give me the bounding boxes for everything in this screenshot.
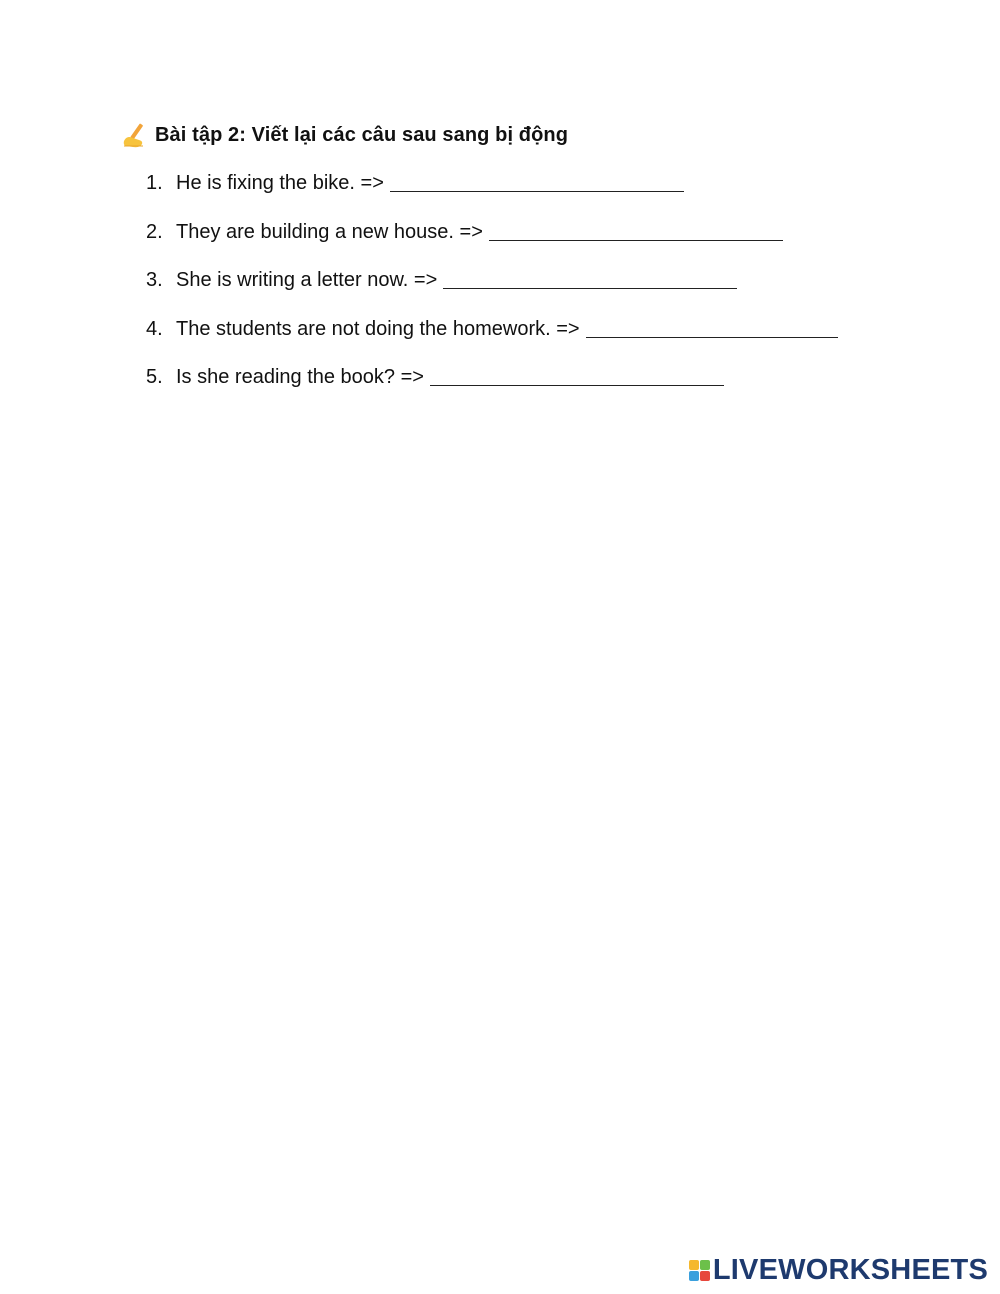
list-item xyxy=(146,361,838,410)
logo-text: LIVEWORKSHEETS xyxy=(712,1254,988,1286)
item-number: 4. xyxy=(146,317,163,340)
answer-blank[interactable] xyxy=(586,313,838,338)
item-number: 1. xyxy=(146,172,163,194)
list-item xyxy=(146,216,838,265)
item-number: 2. xyxy=(146,220,163,243)
list-item xyxy=(146,264,838,313)
item-number: 3. xyxy=(146,269,163,292)
answer-blank[interactable] xyxy=(489,216,783,241)
answer-blank[interactable] xyxy=(443,264,737,289)
liveworksheets-logo-icon xyxy=(689,1260,710,1281)
answer-blank[interactable] xyxy=(390,167,684,192)
exercise-title: Bài tập 2: Viết lại các câu sau sang bị động xyxy=(155,123,569,146)
list-item xyxy=(146,167,838,216)
exercise-heading xyxy=(121,120,568,150)
exercise-list xyxy=(146,167,838,410)
item-sentence: Is she reading the book? => xyxy=(176,366,424,389)
item-number: 5. xyxy=(146,366,163,389)
answer-blank[interactable] xyxy=(430,361,724,386)
item-sentence: They are building a new house. => xyxy=(176,220,483,243)
item-sentence: The students are not doing the homework. => xyxy=(176,317,580,340)
list-item xyxy=(146,313,838,362)
writing-hand-icon xyxy=(121,121,149,149)
item-sentence: She is writing a letter now. => xyxy=(176,269,438,292)
item-sentence: He is fixing the bike. => xyxy=(176,172,384,194)
liveworksheets-logo[interactable] xyxy=(689,1254,988,1287)
